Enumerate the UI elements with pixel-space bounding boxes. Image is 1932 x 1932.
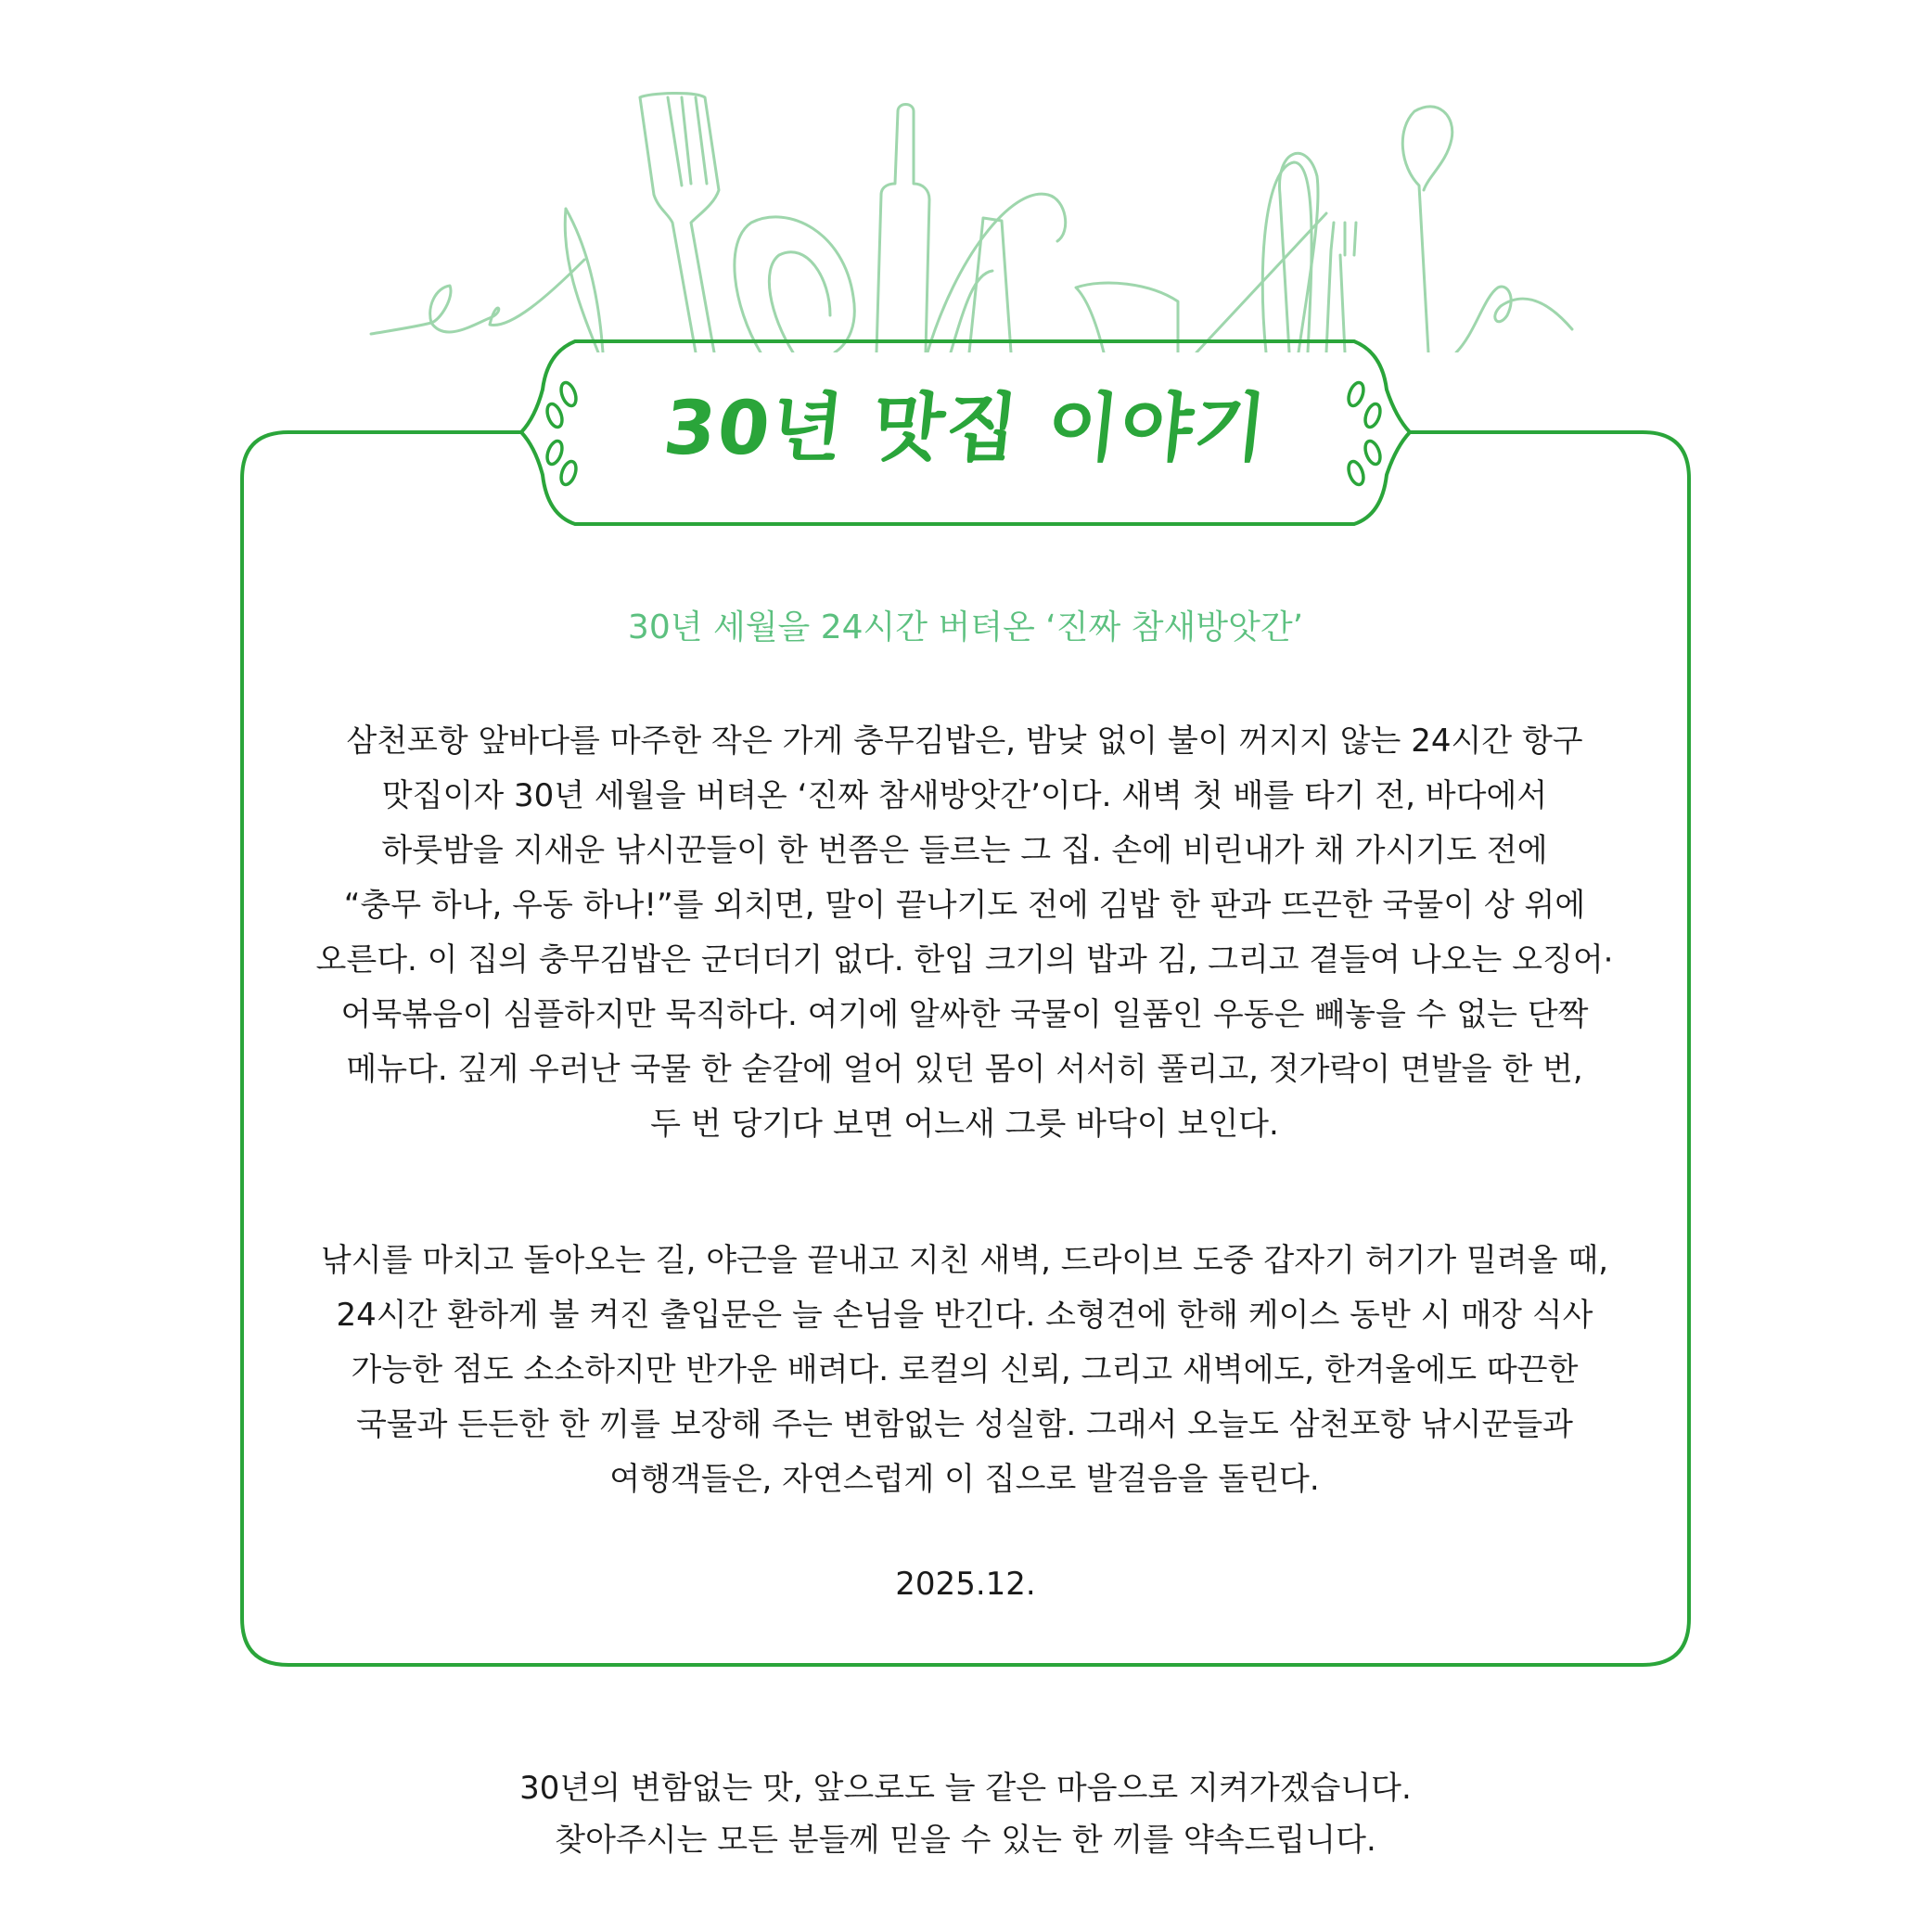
paragraph-line: 국물과 든든한 한 끼를 보장해 주는 변함없는 성실함. 그래서 오늘도 삼천포항 낚시꾼들과 [355,1406,1574,1443]
paragraph-line: “충무 하나, 우동 하나!”를 외치면, 말이 끝나기도 전에 김밥 한 판과 뜨끈한 국물이 상 위에 [343,887,1586,924]
card-subtitle: 30년 세월을 24시간 버텨온 ‘진짜 참새방앗간’ [627,608,1304,646]
footer-line: 30년의 변함없는 맛, 앞으로도 늘 같은 마음으로 지켜가겠습니다. [519,1770,1412,1807]
paragraph-line: 가능한 점도 소소하지만 반가운 배려다. 로컬의 신뢰, 그리고 새벽에도, 한겨울에도 따끈한 [351,1351,1579,1388]
paragraph-line: 낚시를 마치고 돌아오는 길, 야근을 끝내고 지친 새벽, 드라이브 도중 갑자기 허기가 밀려올 때, [320,1242,1609,1279]
paragraph-line: 어묵볶음이 심플하지만 묵직하다. 여기에 알싸한 국물이 일품인 우동은 빼놓을 수 없는 단짝 [340,996,1589,1033]
paragraph-line: 맛집이자 30년 세월을 버텨온 ‘진짜 참새방앗간’이다. 새벽 첫 배를 타기 전, 바다에서 [381,777,1548,814]
page-title: 30년 맛집 이야기 [659,385,1273,471]
paragraph-line: 오른다. 이 집의 충무김밥은 군더더기 없다. 한입 크기의 밥과 김, 그리고 곁들여 나오는 오징어· [315,941,1614,979]
paragraph-line: 24시간 환하게 불 켜진 출입문은 늘 손님을 반긴다. 소형견에 한해 케이스 동반 시 매장 식사 [336,1297,1593,1334]
paragraph-line: 여행객들은, 자연스럽게 이 집으로 발걸음을 돌린다. [609,1461,1320,1498]
story-paragraph-1 [306,714,1623,1152]
footer-line: 찾아주시는 모든 분들께 믿을 수 있는 한 끼를 약속드립니다. [555,1822,1376,1859]
kitchen-utensils-doodle-icon [362,74,1577,352]
paragraph-line: 하룻밤을 지새운 낚시꾼들이 한 번쯤은 들르는 그 집. 손에 비린내가 채 가시기도 전에 [381,832,1548,869]
footer-message [242,1762,1689,1866]
paragraph-line: 메뉴다. 깊게 우러난 국물 한 숟갈에 얼어 있던 몸이 서서히 풀리고, 젓가락이 면발을 한 번, [346,1051,1583,1088]
paragraph-line: 삼천포항 앞바다를 마주한 작은 가게 충무김밥은, 밤낮 없이 불이 꺼지지 않는 24시간 항구 [346,723,1583,760]
paragraph-line: 두 번 당기다 보면 어느새 그릇 바닥이 보인다. [650,1106,1279,1143]
story-paragraph-2 [306,1234,1623,1507]
story-date: 2025.12. [895,1566,1036,1603]
